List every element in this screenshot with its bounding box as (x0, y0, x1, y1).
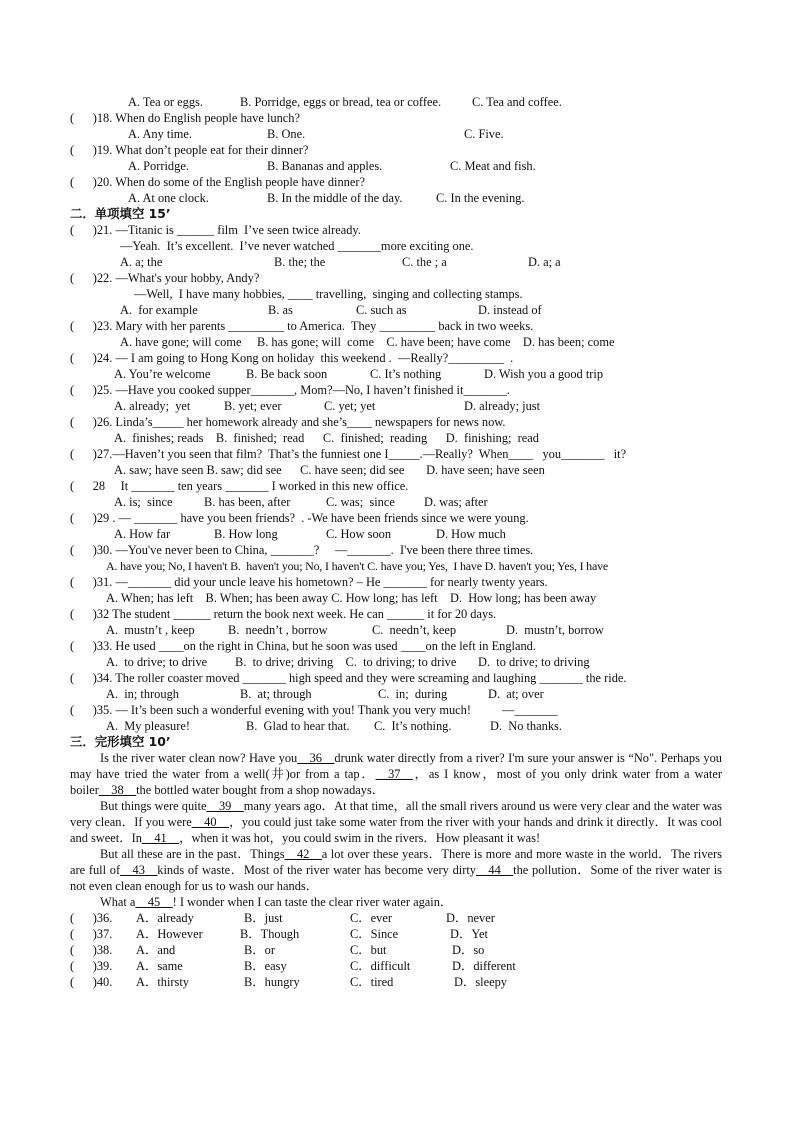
option-c: C. in; during (378, 687, 448, 701)
blank-36: __36__ (297, 751, 335, 765)
question-23-options (0, 334, 794, 350)
question-31 (0, 574, 794, 590)
blank-40: __40__ (191, 815, 229, 829)
passage-paragraph-2 (70, 798, 722, 846)
question-21 (0, 222, 794, 238)
option-c: C. It’s nothing. (374, 719, 452, 733)
question-stem: ( 28 It _______ ten years _______ I worked in this new office. (70, 479, 409, 493)
question-stem: ( )33. He used ____on the right in China, but he soon was used ____on the left in England. (70, 639, 536, 653)
question-29-options (0, 526, 794, 542)
question-40 (0, 974, 794, 990)
question-20 (0, 174, 794, 190)
option-b: B. Be back soon (246, 367, 328, 381)
option-c: C．but (350, 943, 387, 957)
option-b: B．or (244, 943, 275, 957)
question-stem: ( )24. — I am going to Hong Kong on holiday this weekend . —Really?_________ . (70, 351, 514, 365)
option-a: A．thirsty (136, 975, 190, 989)
question-24-options (0, 366, 794, 382)
question-stem-continued: —Well, I have many hobbies, ____ travelling, singing and collecting stamps. (134, 287, 523, 301)
option-a: A. mustn’t , keep (106, 623, 195, 637)
option-c: C．difficult (350, 959, 411, 973)
blank-37: __37__ (375, 767, 413, 781)
option-a: A. My pleasure! (106, 719, 190, 733)
option-c: C. needn’t, keep (372, 623, 457, 637)
option-b: B. has been, after (204, 495, 291, 509)
option-d: D．different (452, 959, 516, 973)
option-c: C. Meat and fish. (450, 159, 536, 173)
blank-44: __44__ (476, 863, 514, 877)
option-a: A. a; the (120, 255, 163, 269)
question-stem: ( )21. —Titanic is ______ film I’ve seen twice already. (70, 223, 361, 237)
question-30-options (0, 558, 794, 574)
question-stem: ( )26. Linda’s_____ her homework already and she’s____ newspapers for news now. (70, 415, 506, 429)
option-b: B. needn’t , borrow (228, 623, 328, 637)
option-c: C. In the evening. (436, 191, 525, 205)
option-c: C. was; since (326, 495, 395, 509)
option-c: C. It’s nothing (370, 367, 442, 381)
option-b: B. In the middle of the day. (267, 191, 403, 205)
passage-text: ，you could just take some water from the river with your hands and drink it directly．It was cool and sweet．In (70, 815, 722, 845)
option-d: D. at; over (488, 687, 544, 701)
question-28 (0, 478, 794, 494)
question-21-options (0, 254, 794, 270)
question-29 (0, 510, 794, 526)
question-stem: ( )27.—Haven’t you seen that film? That’s the funniest one I_____.—Really? When____ you_______ it? (70, 447, 627, 461)
question-stem: ( )19. What don’t people eat for their dinner? (70, 143, 309, 157)
question-stem: ( )32 The student ______ return the book next week. He can ______ it for 20 days. (70, 607, 497, 621)
question-35 (0, 702, 794, 718)
passage-paragraph-3 (70, 846, 722, 894)
option-a: A．However (136, 927, 203, 941)
question-35-options (0, 718, 794, 734)
cloze-passage (70, 750, 722, 910)
passage-paragraph-1 (70, 750, 722, 798)
question-34 (0, 670, 794, 686)
question-27-options (0, 462, 794, 478)
passage-text: ，as I know，most of you only drink water from a water boiler (70, 767, 722, 797)
option-a: A. already; yet (114, 399, 191, 413)
question-stem: ( )20. When do some of the English people have dinner? (70, 175, 366, 189)
question-18-options (0, 126, 794, 142)
question-39 (0, 958, 794, 974)
option-b: B. How long (214, 527, 278, 541)
option-c: C. such as (356, 303, 407, 317)
question-36 (0, 910, 794, 926)
question-33-options (0, 654, 794, 670)
option-d: D. already; just (464, 399, 541, 413)
option-d: D．never (446, 911, 495, 925)
question-21-reply (0, 238, 794, 254)
question-22 (0, 270, 794, 286)
question-number: ( )36. (70, 911, 113, 925)
question-23 (0, 318, 794, 334)
option-a: A. At one clock. (128, 191, 209, 205)
option-a: A. Porridge. (128, 159, 189, 173)
question-38 (0, 942, 794, 958)
options: A. have you; No, I haven't B. haven't you; No, I haven't C. have you; Yes, I have D. haven't you; Yes, I have (106, 559, 609, 573)
question-32 (0, 606, 794, 622)
section-title: 二．单项填空 15’ (70, 206, 171, 221)
option-b: B. yet; ever (224, 399, 282, 413)
passage-text: kinds of waste．Most of the river water has become very dirty (157, 863, 476, 877)
blank-43: __43__ (120, 863, 158, 877)
question-37 (0, 926, 794, 942)
option-c: C．tired (350, 975, 394, 989)
option-a: A．already (136, 911, 194, 925)
option-a: A．and (136, 943, 176, 957)
question-24 (0, 350, 794, 366)
option-c: C. yet; yet (324, 399, 376, 413)
question-stem: ( )31. —_______ did your uncle leave his hometown? – He _______ for nearly twenty years. (70, 575, 548, 589)
question-19-options (0, 158, 794, 174)
question-number: ( )38. (70, 943, 113, 957)
option-d: D．Yet (450, 927, 488, 941)
option-d: D. instead of (478, 303, 542, 317)
question-30 (0, 542, 794, 558)
passage-text: drunk water directly from a river? I'm sure your answer is “No". Perhaps you may have tried the water from a well(井)or from a tap． (70, 751, 722, 781)
question-stem: ( )18. When do English people have lunch? (70, 111, 300, 125)
passage-paragraph-4 (70, 894, 722, 910)
options: A. When; has left B. When; has been away C. How long; has left D. How long; has been away (106, 591, 597, 605)
option-a: A. Tea or eggs. (128, 95, 203, 109)
option-c: C. Five. (464, 127, 504, 141)
option-d: D. a; a (528, 255, 561, 269)
question-25-options (0, 398, 794, 414)
option-b: B. One. (267, 127, 306, 141)
option-d: D．so (452, 943, 485, 957)
option-d: D. How much (436, 527, 506, 541)
option-b: B. Glad to hear that. (246, 719, 350, 733)
question-stem: ( )29 . — _______ have you been friends? . -We have been friends since we were young. (70, 511, 529, 525)
passage-text: many years ago．At that time，all the small rivers around us were very clear and the water was very clean．If you were (70, 799, 722, 829)
question-28-options (0, 494, 794, 510)
question-33 (0, 638, 794, 654)
option-a: A. in; through (106, 687, 179, 701)
question-stem-continued: —Yeah. It’s excellent. I’ve never watched _______more exciting one. (120, 239, 474, 253)
question-number: ( )37. (70, 927, 113, 941)
question-34-options (0, 686, 794, 702)
option-b: B. at; through (240, 687, 312, 701)
passage-text: ，when it was hot，you could swim in the rivers．How pleasant it was! (179, 831, 541, 845)
section-3-heading (0, 734, 794, 750)
option-a: A. Any time. (128, 127, 193, 141)
passage-text: the bottled water bought from a shop nowadays． (136, 783, 385, 797)
option-d: D．sleepy (454, 975, 507, 989)
option-d: D. was; after (424, 495, 488, 509)
option-b: B. Bananas and apples. (267, 159, 383, 173)
option-c: C．ever (350, 911, 392, 925)
option-a: A. is; since (114, 495, 173, 509)
option-d: D. Wish you a good trip (484, 367, 604, 381)
question-stem: ( )23. Mary with her parents _________ to America. They _________ back in two weeks. (70, 319, 534, 333)
option-b: B．Though (240, 927, 300, 941)
question-27 (0, 446, 794, 462)
option-c: C. the ; a (402, 255, 447, 269)
question-18 (0, 110, 794, 126)
question-17-options (0, 94, 794, 110)
options: A. to drive; to drive B. to drive; driving C. to driving; to drive D. to drive; to driving (106, 655, 590, 669)
passage-text: a lot over these years．There is more and more waste in the world．The rivers are full of (70, 847, 722, 877)
question-31-options (0, 590, 794, 606)
question-22-reply (0, 286, 794, 302)
option-a: A. for example (120, 303, 198, 317)
options: A. saw; have seen B. saw; did see C. have seen; did see D. have seen; have seen (114, 463, 545, 477)
section-2-heading (0, 206, 794, 222)
option-a: A. How far (114, 527, 171, 541)
question-stem: ( )25. —Have you cooked supper_______, Mom?—No, I haven’t finished it_______. (70, 383, 510, 397)
options: A. finishes; reads B. finished; read C. finished; reading D. finishing; read (114, 431, 539, 445)
question-number: ( )40. (70, 975, 113, 989)
option-b: B．hungry (244, 975, 300, 989)
question-number: ( )39. (70, 959, 113, 973)
question-stem: ( )34. The roller coaster moved _______ high speed and they were screaming and laughing _______ the ride. (70, 671, 627, 685)
question-20-options (0, 190, 794, 206)
question-26 (0, 414, 794, 430)
passage-text: But things were quite (100, 799, 207, 813)
passage-text: ! I wonder when I can taste the clear river water again． (172, 895, 453, 909)
option-b: B. the; the (274, 255, 326, 269)
passage-text: What a (100, 895, 136, 909)
passage-text: the pollution．Some of the river water is not even clean enough for us to wash our hands． (70, 863, 722, 893)
passage-text: Is the river water clean now? Have you (100, 751, 298, 765)
blank-38: __38__ (98, 783, 137, 797)
passage-text: But all these are in the past．Things (100, 847, 285, 861)
blank-45: __45__ (135, 895, 173, 909)
blank-42: __42__ (284, 847, 322, 861)
question-25 (0, 382, 794, 398)
option-c: C. How soon (326, 527, 392, 541)
option-c: C. Tea and coffee. (472, 95, 562, 109)
option-b: B．just (244, 911, 283, 925)
question-stem: ( )35. — It’s been such a wonderful evening with you! Thank you very much! —_______ (70, 703, 558, 717)
option-a: A．same (136, 959, 183, 973)
option-b: B. Porridge, eggs or bread, tea or coffee. (240, 95, 442, 109)
section-title: 三．完形填空 10’ (70, 734, 171, 749)
question-stem: ( )22. —What's your hobby, Andy? (70, 271, 260, 285)
question-32-options (0, 622, 794, 638)
exam-page (0, 94, 794, 990)
question-26-options (0, 430, 794, 446)
option-c: C．Since (350, 927, 399, 941)
blank-41: __41__ (141, 831, 180, 845)
option-b: B. as (268, 303, 293, 317)
option-a: A. You’re welcome (114, 367, 211, 381)
option-d: D. mustn’t, borrow (506, 623, 604, 637)
question-19 (0, 142, 794, 158)
question-stem: ( )30. —You've never been to China, _______? —_______. I've been there three times. (70, 543, 534, 557)
question-22-options (0, 302, 794, 318)
option-d: D. No thanks. (490, 719, 562, 733)
options: A. have gone; will come B. has gone; will come C. have been; have come D. has been; come (120, 335, 615, 349)
option-b: B．easy (244, 959, 287, 973)
blank-39: __39__ (206, 799, 244, 813)
